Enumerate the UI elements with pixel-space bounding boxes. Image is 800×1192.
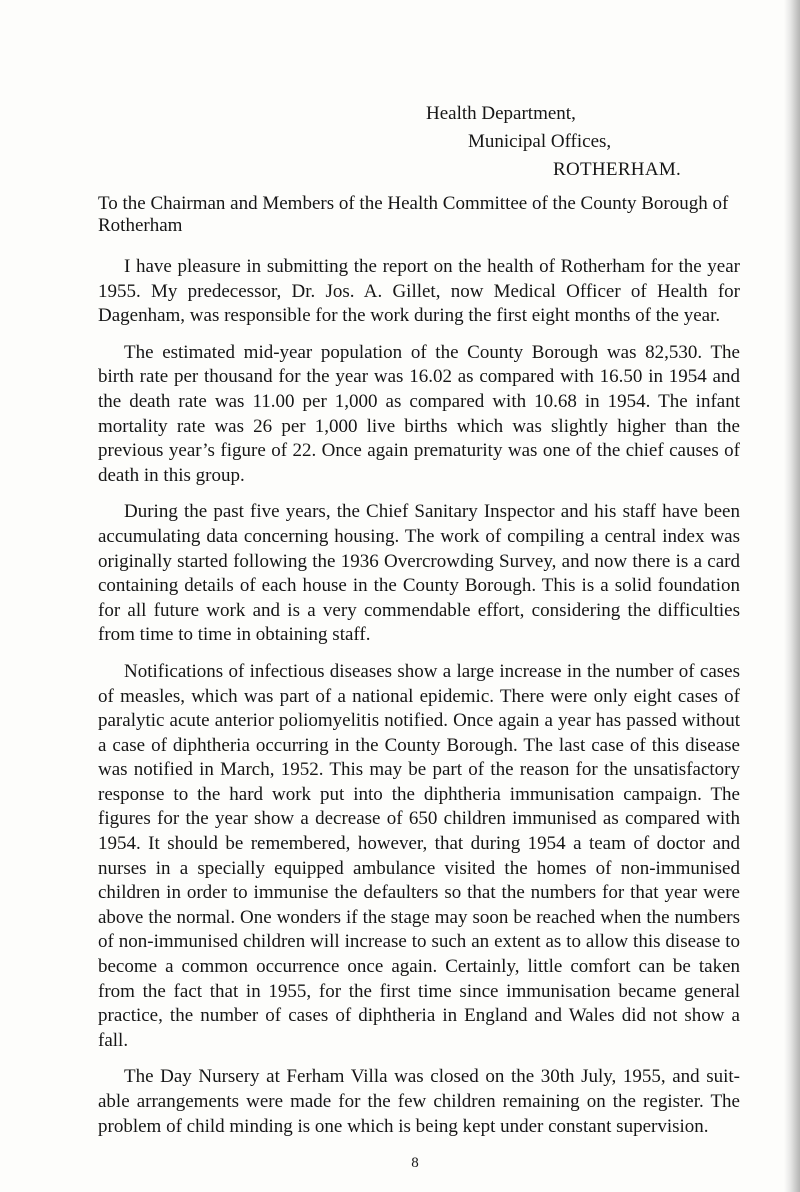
paragraph-introduction: I have pleasure in submitting the report on the health of Rotherham for the year 1955. My predecessor, Dr. Jos. A. Gillet, now Medical Officer of Health for Dagenham, was responsible for the work during the first eight months of the year. [98, 256, 740, 327]
page-number: 8 [411, 1155, 419, 1171]
address-line-offices: Municipal Offices, [468, 131, 612, 152]
paragraph-day-nursery: The Day Nursery at Ferham Villa was closed on the 30th July, 1955, and suit-able arrangements were made for the few children remaining on the register. The problem of child minding is one which is being kept under constant supervision. [98, 1066, 740, 1137]
paragraph-vital-statistics: The estimated mid-year population of the County Borough was 82,530. The birth rate per thousand for the year was 16.02 as compared with 16.50 in 1954 and the death rate was 11.00 per 1,000 as compared with 10.68 in 1954. The infant mortality rate was 26 per 1,000 live births which was slightly higher than the previous year’s figure of 22. Once again prematurity was one of the chief causes of death in this group. [98, 341, 740, 486]
address-line-town: ROTHERHAM. [553, 159, 682, 180]
page-edge-shadow [784, 0, 800, 1192]
paragraph-infectious-diseases: Notifications of infectious diseases show a large increase in the number of cases of measles, which was part of a national epidemic. There were only eight cases of paralytic acute anterior poliomyelitis notified. Once again a year has passed without a case of diphtheria occurring in the County Borough. The last case of this disease was notified in March, 1952. This may be part of the reason for the unsatisfactory response to the hard work put into the diphtheria immunisation campaign. The figures for the year show a decrease of 650 children immunised as compared with 1954. It should be remembered, however, that during 1954 a team of doctor and nurses in a specially equipped ambulance visited the homes of non-immunised children in order to immunise the defaulters so that the numbers for that year were above the normal. One wonders if the stage may soon be reached when the numbers of non-immunised children will increase to such an extent as to allow this disease to become a common occurrence once again. Certainly, little comfort can be taken from the fact that in 1955, for the first time since immunisation became general practice, the number of cases of diphtheria in England and Wales did not show a fall. [98, 660, 740, 1051]
paragraph-housing: During the past five years, the Chief Sanitary Inspector and his staff have been accumulating data concerning housing. The work of compiling a central index was originally started following the 1936 Overcrowding Survey, and now there is a card containing details of each house in the County Borough. This is a solid foundation for all future work and is a very commendable effort, considering the difficulties from time to time in obtaining staff. [98, 501, 740, 646]
letter-address [408, 100, 768, 184]
address-line-department: Health Department, [426, 103, 576, 124]
salutation: To the Chairman and Members of the Health Committee of the County Borough of Rotherham [98, 193, 729, 236]
report-body [98, 255, 740, 1151]
